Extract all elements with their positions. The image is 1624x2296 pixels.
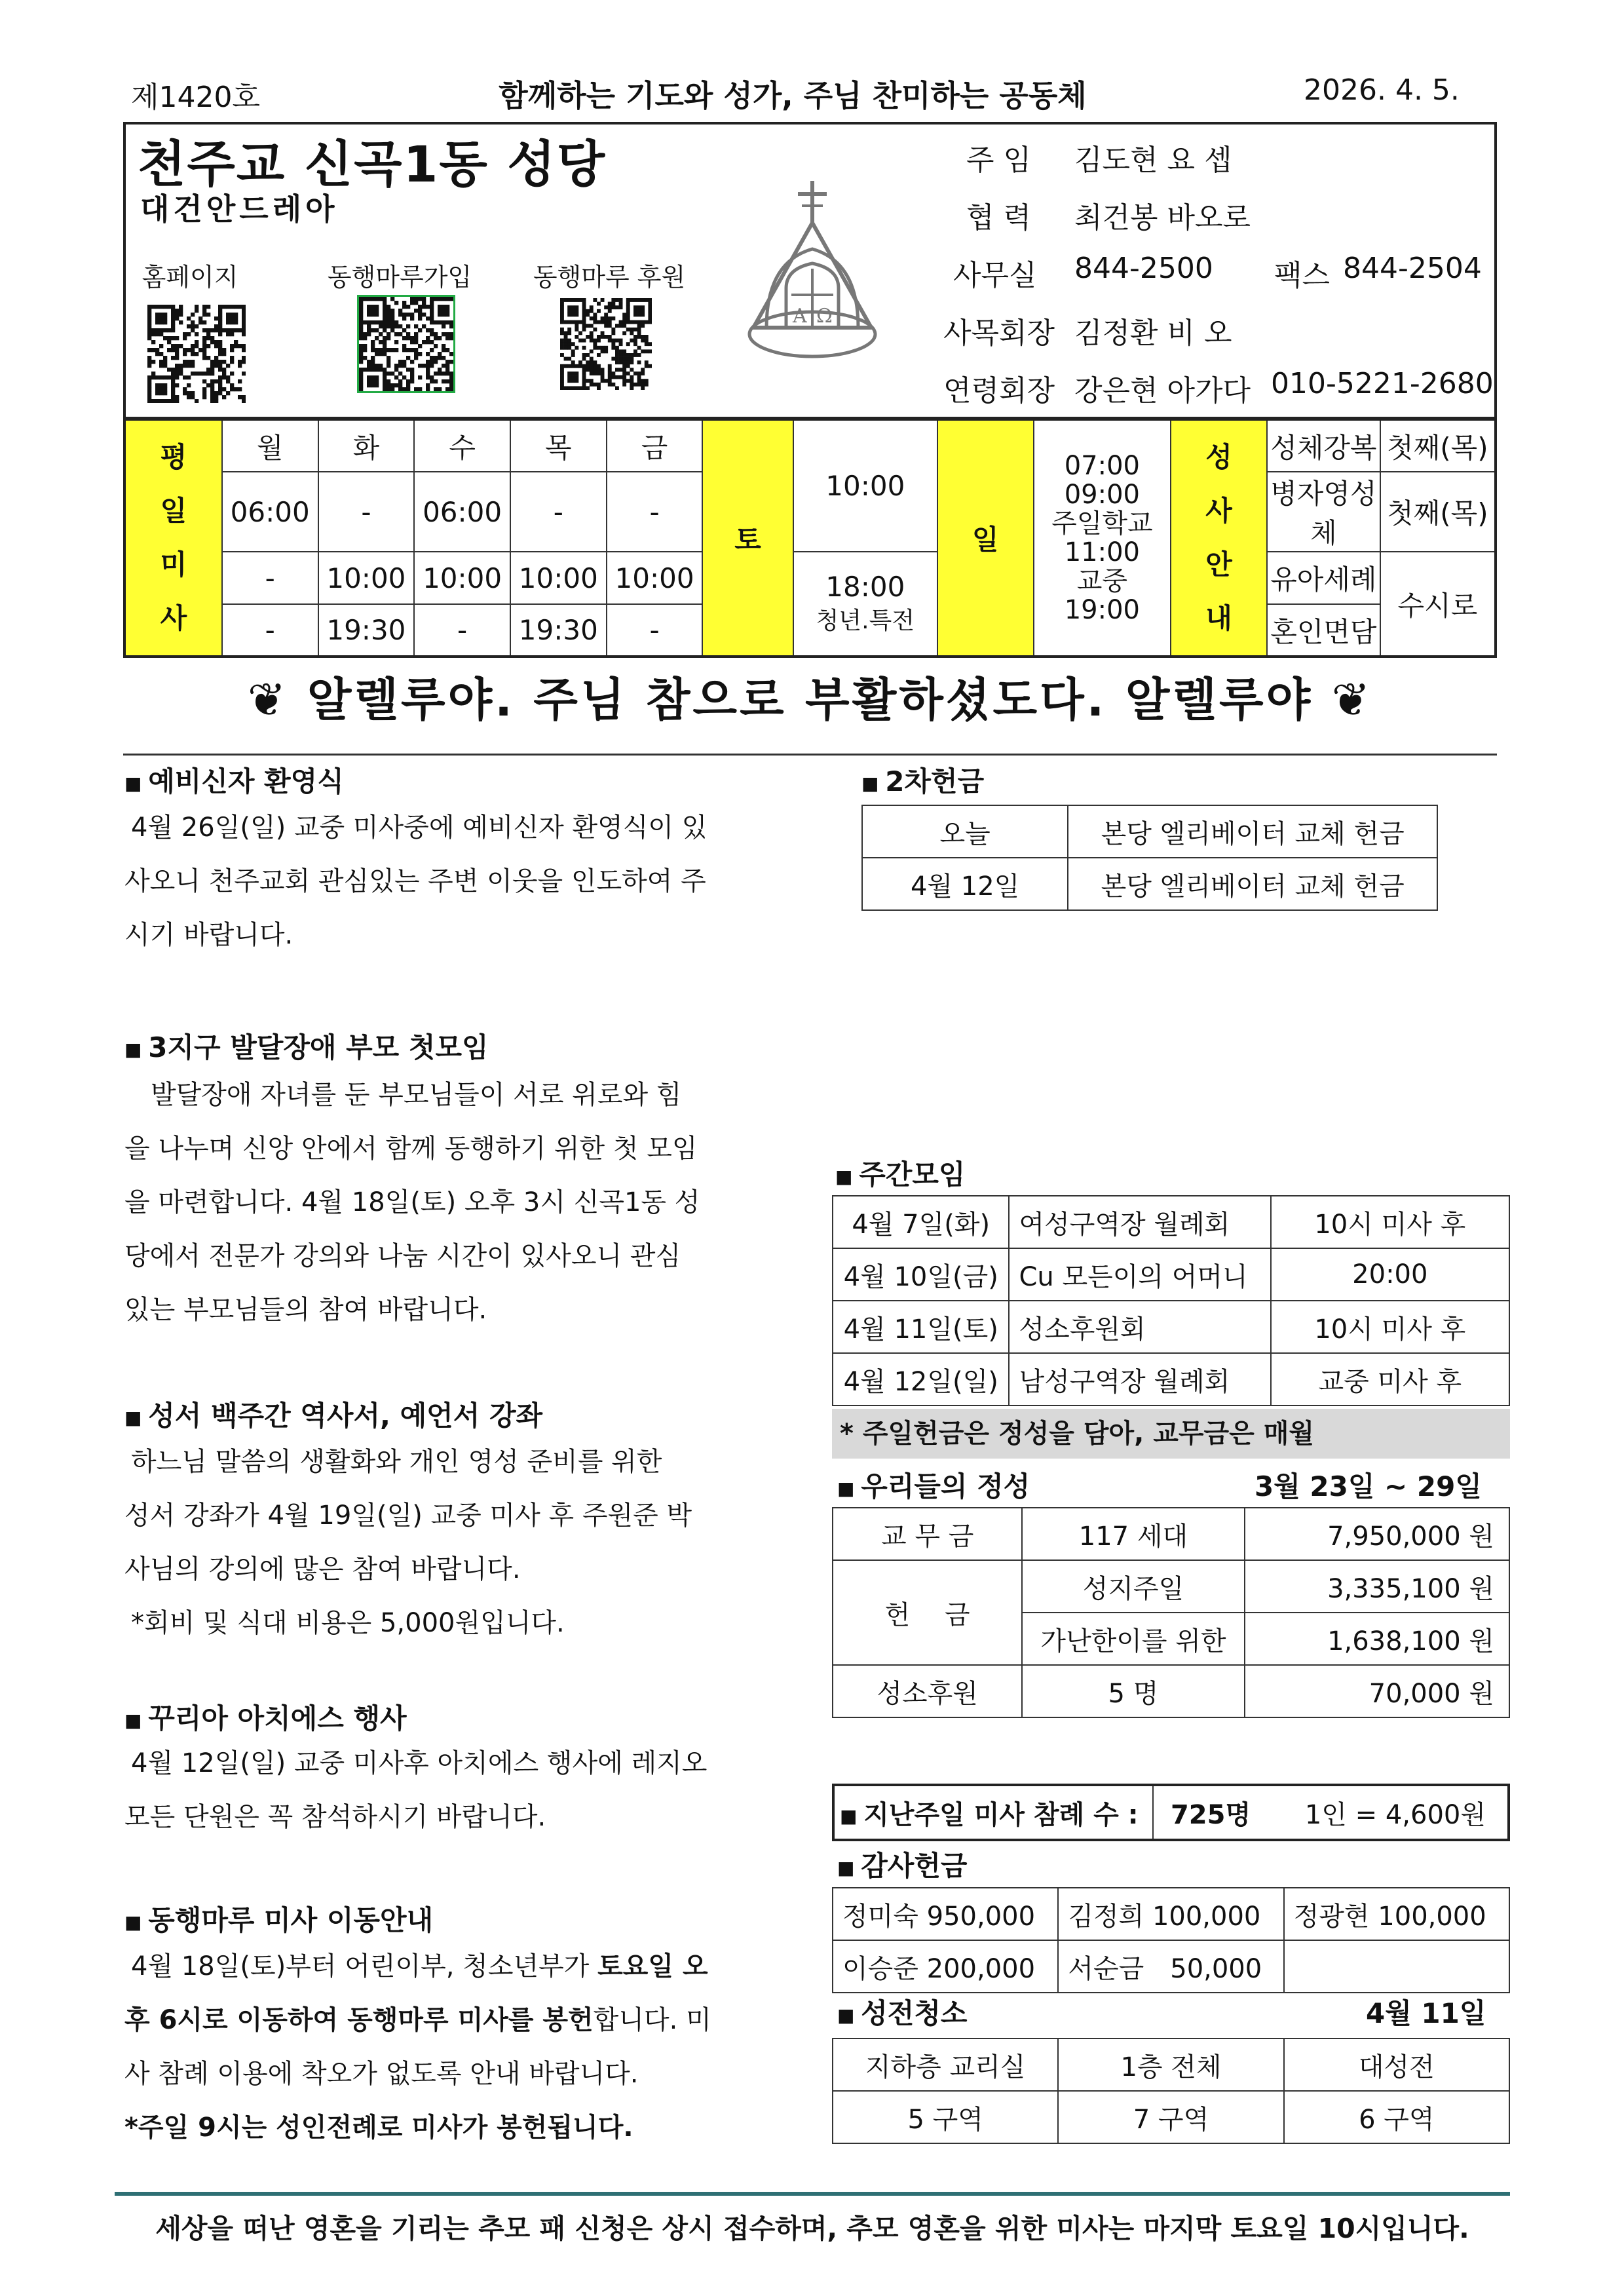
table-cell: 4월 12일 [862, 858, 1068, 910]
mass-cell: 10:00 [607, 552, 703, 604]
mass-cell: 10:00 [318, 552, 415, 604]
table-cell: 5 구역 [833, 2091, 1058, 2143]
mass-cell: 10:00 [414, 552, 510, 604]
table-cell: 10시 미사 후 [1271, 1196, 1509, 1248]
table-cell: 4월 7일(화) [833, 1196, 1009, 1248]
attendance-label: ■ 지난주일 미사 참례 수 : [833, 1785, 1153, 1840]
table-cell: 헌 금 [833, 1560, 1022, 1665]
section-title-thanks: ■ 감사헌금 [837, 1845, 968, 1884]
section-title-catechumen: ■ 예비신자 환영식 [124, 760, 344, 799]
table-cell: 117 세대 [1022, 1508, 1244, 1560]
sacrament-name: 유아세례 [1267, 552, 1380, 604]
table-cell: 본당 엘리베이터 교체 헌금 [1068, 858, 1437, 910]
attendance-count: 725명 [1170, 1799, 1251, 1830]
pastor-label: 주 임 [966, 144, 1031, 177]
mass-cell: 10:00 [510, 552, 607, 604]
assistant-name: 최건봉 바오로 [1074, 201, 1251, 235]
footer-rule [115, 2192, 1510, 2196]
saturday-label: 토 [702, 419, 793, 657]
table-cell: 본당 엘리베이터 교체 헌금 [1068, 805, 1437, 858]
table-cell: 4월 10일(금) [833, 1248, 1009, 1301]
table-cell: 1,638,100 원 [1245, 1613, 1509, 1665]
sacrament-name: 병자영성체 [1267, 472, 1380, 552]
table-cell: 교 무 금 [833, 1508, 1022, 1560]
devotion-table [832, 1507, 1510, 1718]
table-cell: 대성전 [1284, 2038, 1509, 2091]
table-cell: 3,335,100 원 [1245, 1560, 1509, 1613]
table-cell: 1층 전체 [1058, 2038, 1283, 2091]
union-phone[interactable]: 010-5221-2680 [1271, 367, 1494, 400]
sacrament-when: 첫째(목) [1380, 472, 1496, 552]
day-mon: 월 [222, 419, 318, 472]
day-fri: 금 [607, 419, 703, 472]
cleaning-date: 4월 11일 [1366, 1997, 1486, 2029]
section-body-acies: 4월 12일(일) 교중 미사후 아치에스 행사에 레지오 모든 단원은 꼭 참석하시기 바랍니다. [124, 1748, 708, 1832]
table-cell: 5 명 [1022, 1665, 1244, 1717]
fax-label: 팩스 [1274, 259, 1331, 292]
table-cell: 오늘 [862, 805, 1068, 858]
section-title-parents-meeting: ■ 3지구 발달장애 부모 첫모임 [124, 1026, 489, 1065]
attendance-box [832, 1784, 1510, 1841]
section-body-mass-move: 4월 18일(토)부터 어린이부, 청소년부가 토요일 오 후 6시로 이동하여 동행마루 미사를 봉헌합니다. 미 사 참례 이용에 착오가 없도록 안내 바랍니다. *주일 9시는 성인전례로 미사가 봉헌됩니다. [124, 1951, 711, 2143]
table-cell: 정미숙 950,000 [833, 1888, 1058, 1940]
table-cell: 20:00 [1271, 1248, 1509, 1301]
mass-cell: 19:30 [318, 604, 415, 657]
table-cell: 이승준 200,000 [833, 1940, 1058, 1993]
divider [123, 754, 1497, 756]
church-logo [740, 177, 884, 367]
footer-notice: 세상을 떠난 영혼을 기리는 추모 패 신청은 상시 접수하며, 추모 영혼을 위한 미사는 마지막 토요일 10시입니다. [155, 2213, 1469, 2244]
saturday-evening-time: 18:00 청년.특전 [793, 552, 937, 657]
weekly-meetings-table [832, 1195, 1510, 1406]
slogan: 함께하는 기도와 성가, 주님 찬미하는 공동체 [499, 78, 1087, 113]
union-name: 강은현 아가다 [1074, 374, 1251, 408]
issue-date: 2026. 4. 5. [1304, 73, 1460, 107]
section-body-catechumen: 4월 26일(일) 교중 미사중에 예비신자 환영식이 있 사오니 천주교회 관심있는 주변 이웃을 인도하여 주 시기 바랍니다. [124, 813, 708, 950]
mass-schedule-table [123, 418, 1497, 658]
section-title-cleaning: ■ 성전청소 [837, 1992, 968, 2031]
table-cell: 4월 12일(일) [833, 1353, 1009, 1406]
table-cell: 가난한이를 위한 [1022, 1613, 1244, 1665]
offering-note: * 주일헌금은 정성을 담아, 교무금은 매월 [832, 1409, 1510, 1459]
second-collection-table [861, 805, 1438, 911]
section-title-weekly: ■ 주간모임 [835, 1153, 966, 1193]
mass-cell: 06:00 [222, 472, 318, 552]
section-body-bible-course: 하느님 말씀의 생활화와 개인 영성 준비를 위한 성서 강좌가 4월 19일(일) 교중 미사 후 주원준 박 사님의 강의에 많은 참여 바랍니다. *회비 및 식대 비용은 5,000원입니다. [124, 1447, 692, 1638]
fax-number: 844-2504 [1343, 252, 1482, 285]
weekday-mass-label: 평 일 미 사 [124, 419, 222, 657]
table-cell: 7 구역 [1058, 2091, 1283, 2143]
support-qr-code[interactable] [560, 298, 652, 390]
sacrament-name: 성체강복 [1267, 419, 1380, 472]
table-cell: 70,000 원 [1245, 1665, 1509, 1717]
mass-cell: - [607, 472, 703, 552]
section-title-second-collection: ■ 2차헌금 [861, 760, 984, 799]
table-cell: 7,950,000 원 [1245, 1508, 1509, 1560]
ornament-icon: ❦ [247, 673, 289, 727]
table-cell: 6 구역 [1284, 2091, 1509, 2143]
mass-cell: - [414, 604, 510, 657]
union-label: 연령회장 [943, 374, 1055, 408]
issue-number: 제1420호 [131, 81, 260, 114]
join-qr-code[interactable] [357, 295, 455, 393]
table-cell: 여성구역장 월례회 [1009, 1196, 1270, 1248]
cleaning-table [832, 2038, 1510, 2144]
sacrament-when: 첫째(목) [1380, 419, 1496, 472]
section-title-mass-move: ■ 동행마루 미사 이동안내 [124, 1899, 433, 1938]
table-cell: 서순금 50,000 [1058, 1940, 1283, 1993]
easter-banner [123, 663, 1497, 729]
thanks-offering-table [832, 1887, 1510, 1993]
table-cell [1284, 1940, 1509, 1993]
office-label: 사무실 [953, 259, 1037, 292]
section-title-devotion: ■ 우리들의 정성 [837, 1465, 1030, 1504]
table-cell: 4월 11일(토) [833, 1301, 1009, 1353]
section-title-acies: ■ 꾸리아 아치에스 행사 [124, 1697, 407, 1736]
day-wed: 수 [414, 419, 510, 472]
sacrament-info-label: 성 사 안 내 [1171, 419, 1267, 657]
banner-text: 알렐루야. 주님 참으로 부활하셨도다. 알렐루야 [307, 673, 1313, 727]
mass-cell: - [318, 472, 415, 552]
table-cell: Cu 모든이의 어머니 [1009, 1248, 1270, 1301]
table-cell: 성소후원회 [1009, 1301, 1270, 1353]
saturday-morning-time: 10:00 [793, 419, 937, 552]
office-phone[interactable]: 844-2500 [1074, 252, 1213, 285]
sunday-times: 07:00 09:00 주일학교 11:00 교중 19:00 [1034, 419, 1171, 657]
sacrament-name: 혼인면담 [1267, 604, 1380, 657]
mass-cell: - [510, 472, 607, 552]
homepage-qr-code[interactable] [147, 305, 246, 403]
attendance-values [1153, 1785, 1509, 1840]
church-name: 천주교 신곡1동 성당 [138, 135, 607, 193]
day-thu: 목 [510, 419, 607, 472]
table-cell: 교중 미사 후 [1271, 1353, 1509, 1406]
section-title-bible-course: ■ 성서 백주간 역사서, 예언서 강좌 [124, 1394, 542, 1434]
mass-cell: 19:30 [510, 604, 607, 657]
church-patron: 대건안드레아 [140, 191, 339, 227]
assistant-label: 협 력 [966, 201, 1031, 235]
mass-cell: 06:00 [414, 472, 510, 552]
sunday-label: 일 [937, 419, 1034, 657]
mass-cell: - [222, 604, 318, 657]
attendance-per-person: 1인 = 4,600원 [1304, 1799, 1486, 1830]
mass-cell: - [222, 552, 318, 604]
devotion-period: 3월 23일 ~ 29일 [1255, 1470, 1482, 1502]
table-cell: 성지주일 [1022, 1560, 1244, 1613]
table-cell: 정광현 100,000 [1284, 1888, 1509, 1940]
mass-cell: - [607, 604, 703, 657]
section-body-parents-meeting: 발달장애 자녀를 둔 부모님들이 서로 위로와 힘 을 나누며 신앙 안에서 함께 동행하기 위한 첫 모임 을 마련합니다. 4월 18일(토) 오후 3시 신곡1동 성 당에서 전문가 강의와 나눔 시간이 있사오니 관심 있는 부모님들의 참여 바랍니다. [124, 1080, 700, 1325]
table-cell: 남성구역장 월례회 [1009, 1353, 1270, 1406]
qr-label-homepage: 홈페이지 [142, 263, 238, 292]
council-name: 김정환 비 오 [1074, 316, 1232, 350]
sacrament-when: 수시로 [1380, 552, 1496, 657]
svg-text:A: A [793, 305, 807, 328]
table-cell: 김정희 100,000 [1058, 1888, 1283, 1940]
day-tue: 화 [318, 419, 415, 472]
council-label: 사목회장 [943, 316, 1055, 350]
table-cell: 지하층 교리실 [833, 2038, 1058, 2091]
qr-label-join: 동행마루가입 [327, 263, 472, 292]
svg-text:Ω: Ω [816, 305, 833, 328]
table-cell: 10시 미사 후 [1271, 1301, 1509, 1353]
pastor-name: 김도현 요 셉 [1074, 144, 1232, 177]
table-cell: 성소후원 [833, 1665, 1022, 1717]
ornament-icon: ❦ [1331, 673, 1373, 727]
qr-label-support: 동행마루 후원 [533, 263, 686, 292]
